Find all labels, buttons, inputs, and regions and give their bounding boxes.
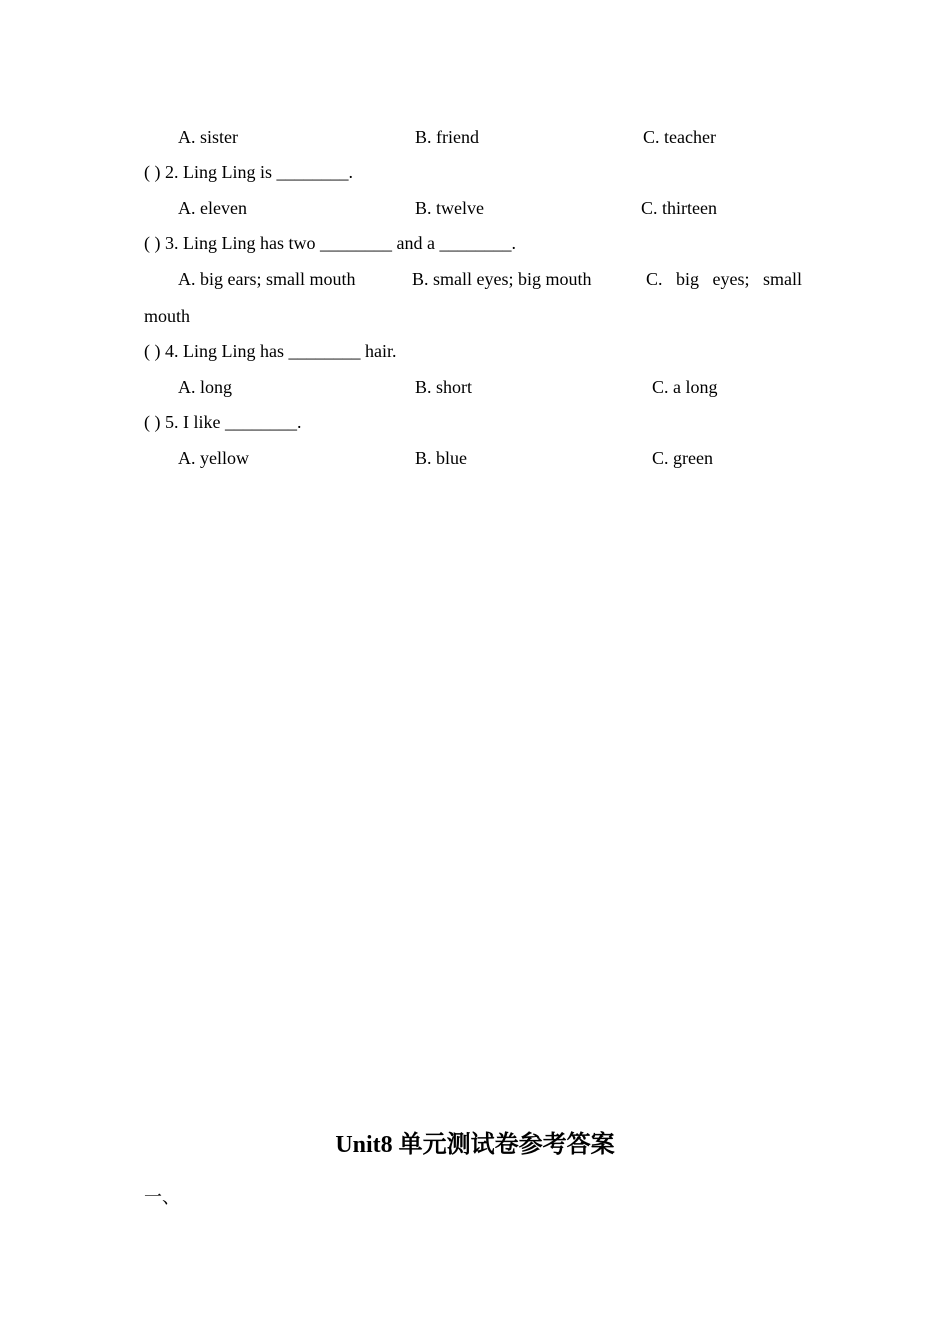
q1-option-b: B. friend [415,127,479,147]
q4-option-c: C. a long [652,377,718,397]
q4-stem: ( ) 4. Ling Ling has ________ hair. [144,341,397,361]
q5-option-a: A. yellow [178,448,249,468]
q5-stem: ( ) 5. I like ________. [144,412,302,432]
q3-option-c-continued: mouth [144,306,191,326]
q2-option-c: C. thirteen [641,198,717,218]
q2-option-b: B. twelve [415,198,484,218]
answer-key-title: Unit8 单元测试卷参考答案 [335,1132,615,1158]
q1-option-c: C. teacher [643,127,716,147]
q3-stem: ( ) 3. Ling Ling has two ________ and a ________. [144,233,516,253]
q5-option-b: B. blue [415,448,467,468]
q3-option-c: C. big eyes; small [646,269,802,289]
q2-option-a: A. eleven [178,198,247,218]
q3-option-a: A. big ears; small mouth [178,269,356,289]
q5-option-c: C. green [652,448,713,468]
q3-option-b: B. small eyes; big mouth [412,269,592,289]
q1-option-a: A. sister [178,127,238,147]
q4-option-a: A. long [178,377,232,397]
section-one-label: 一、 [144,1187,180,1207]
q4-option-b: B. short [415,377,473,397]
q2-stem: ( ) 2. Ling Ling is ________. [144,162,353,182]
